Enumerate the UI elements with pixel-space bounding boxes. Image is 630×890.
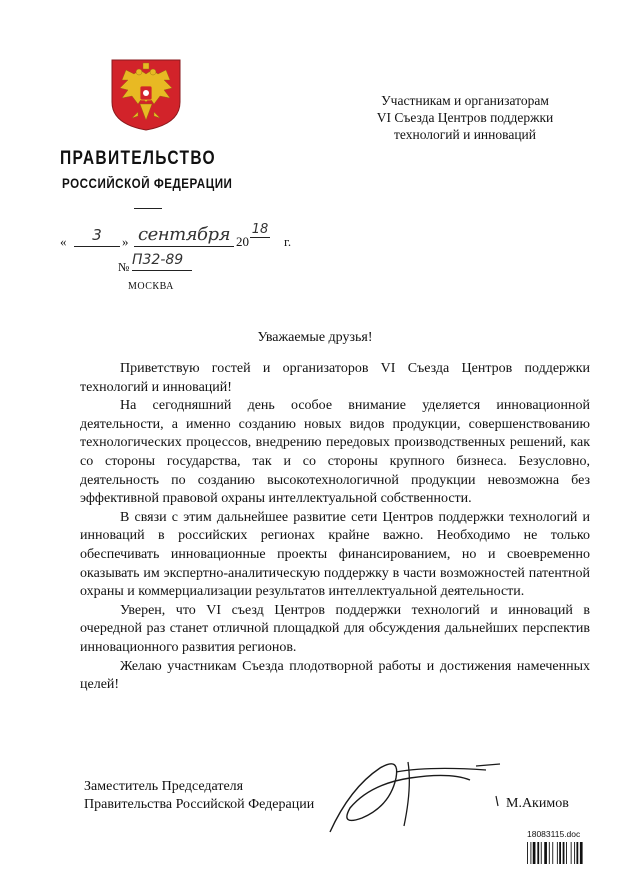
barcode-bar [557, 842, 558, 864]
barcode-bar [533, 842, 536, 864]
date-month: сентября [134, 224, 234, 247]
barcode-bar [571, 842, 572, 864]
addressee-line: Участникам и организаторам [381, 93, 549, 108]
barcode-bar [527, 842, 528, 864]
handwritten-signature-icon [300, 748, 530, 838]
russian-coat-of-arms-icon [108, 58, 184, 132]
addressee-block [360, 92, 570, 143]
date-day: 3 [74, 226, 120, 247]
body-paragraph: В связи с этим дальнейшее развитие сети Центров поддержки технологий и инноваций в российских регионах крайне важно. Необходимо не только обеспечивать инновационные проекты финансированием, но и своевременно оказывать им экспертно-аналитическую поддержку в части возможностей патентной охраны и коммерциализации результатов интеллектуальной деятельности. [80, 509, 590, 600]
letter-body [80, 360, 590, 695]
barcode-bar [530, 842, 531, 864]
barcode-icon [527, 842, 607, 864]
date-year-suffix: 18 [251, 222, 269, 237]
addressee-line: технологий и инноваций [394, 127, 536, 142]
body-paragraph: На сегодняшний день особое внимание уделяется инновационной деятельности, а именно созданию новых видов продукции, совершенствованию технологических процессов, внедрению передовых производственных решений, как со стороны государства, так и со стороны крупного бизнеса. Безусловно, деятельность по созданию высокотехнологичной продукции невозможна без эффективной правовой охраны интеллектуальной собственности. [80, 398, 590, 507]
document-code: 18083115.doc [527, 829, 581, 839]
barcode-bar [580, 842, 583, 864]
position-line: Правительства Российской Федерации [84, 797, 315, 812]
addressee-line: VI Съезда Центров поддержки [376, 110, 554, 125]
city: МОСКВА [128, 281, 174, 292]
barcode-bar [549, 842, 550, 864]
salutation: Уважаемые друзья! [257, 330, 373, 345]
barcode-bar [541, 842, 542, 864]
barcode-bar [552, 842, 553, 864]
barcode-bar [537, 842, 539, 864]
signatory-position [84, 778, 314, 814]
letter-date [60, 222, 292, 250]
divider [134, 208, 162, 209]
org-name-line1: ПРАВИТЕЛЬСТВО [60, 148, 216, 169]
date-century: 20 [236, 234, 249, 249]
date-year-label: г. [284, 234, 292, 249]
barcode-bar [576, 842, 578, 864]
barcode-bar [559, 842, 561, 864]
body-paragraph: Приветствую гостей и организаторов VI Съезда Центров поддержки технологий и инноваций! [80, 361, 590, 395]
position-line: Заместитель Председателя [84, 779, 244, 794]
number-value: П32-89 [132, 252, 192, 271]
date-open-quote: « [60, 234, 67, 249]
date-close-quote: » [122, 234, 129, 249]
barcode-bar [574, 842, 575, 864]
barcode-bar [544, 842, 547, 864]
body-paragraph: Уверен, что VI съезд Центров поддержки технологий и инноваций в очередной раз станет отличной площадкой для обсуждения дальнейших перспектив инновационного развития регионов. [80, 602, 590, 655]
number-sign: № [118, 260, 130, 274]
barcode-bar [563, 842, 565, 864]
barcode-bar [566, 842, 567, 864]
signatory-name: М.Акимов [506, 796, 569, 811]
body-paragraph: Желаю участникам Съезда плодотворной работы и достижения намеченных целей! [80, 658, 590, 693]
org-name-line2: РОССИЙСКОЙ ФЕДЕРАЦИИ [62, 176, 233, 191]
